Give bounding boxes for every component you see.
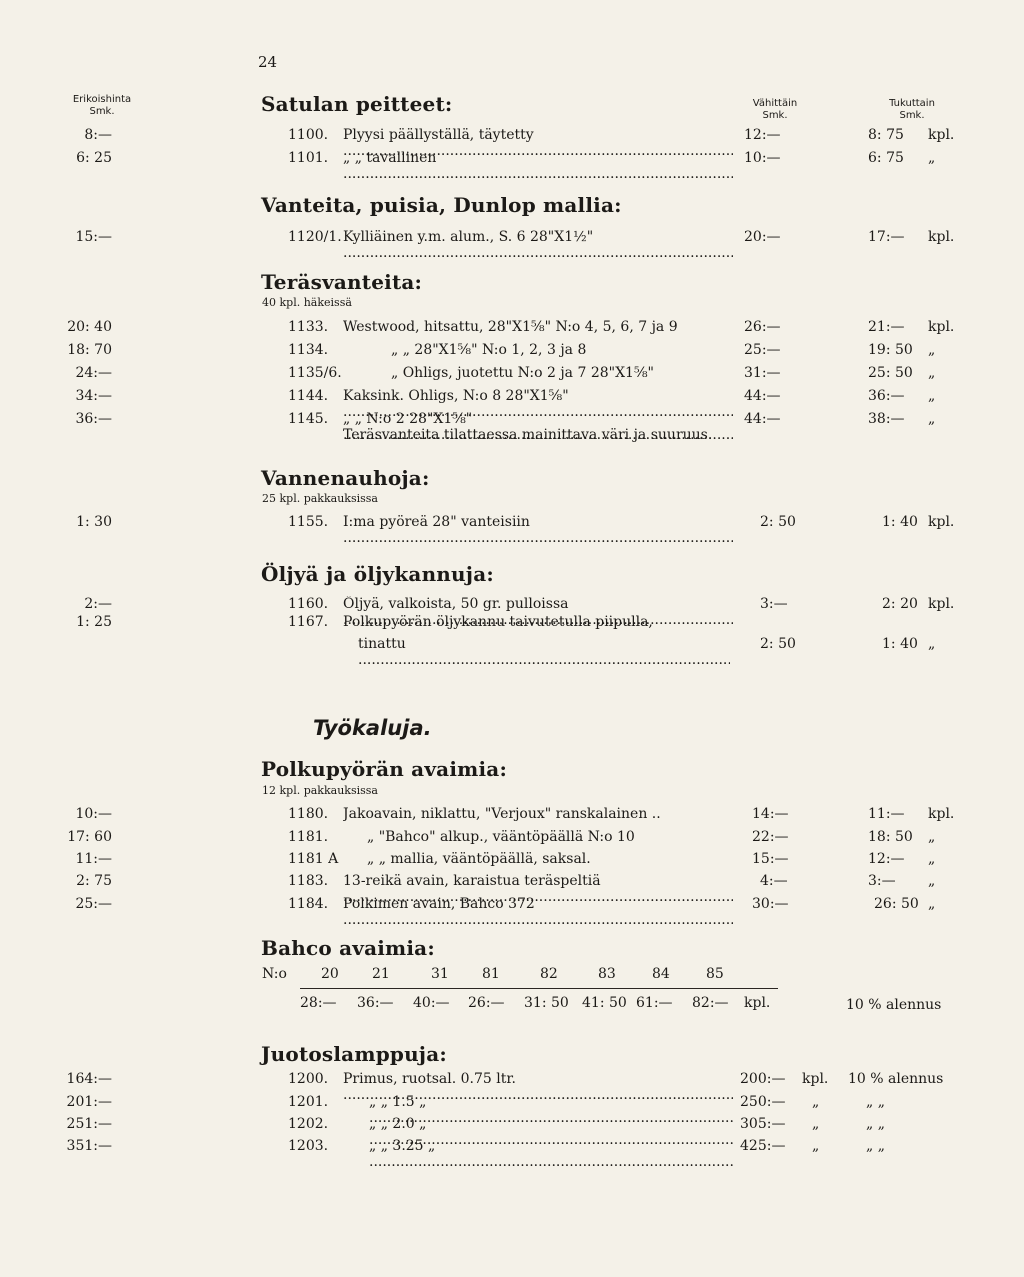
retail-price: 305:— <box>740 1116 786 1132</box>
wholesale-price: 19: 50 <box>868 342 913 358</box>
retail-price: 4:— <box>760 873 788 889</box>
section-heading-avaimia: Polkupyörän avaimia: <box>261 757 508 781</box>
bahco-number: 31 <box>431 966 449 982</box>
bahco-price: 40:— <box>413 995 450 1011</box>
wholesale-price: 12:— <box>868 851 905 867</box>
wholesale-price: 25: 50 <box>868 365 913 381</box>
retail-price: 10:— <box>744 150 781 166</box>
special-price: 24:— <box>75 365 112 381</box>
product-description: Plyysi päällyställä, täytetty ..... <box>343 127 733 159</box>
special-price: 8:— <box>84 127 112 143</box>
unit: „ <box>812 1138 820 1154</box>
bahco-number: 21 <box>372 966 390 982</box>
bahco-number: 84 <box>652 966 670 982</box>
retail-price: 2: 50 <box>760 514 796 530</box>
price-row <box>0 829 1024 849</box>
retail-price: 20:— <box>744 229 781 245</box>
product-code: 1133. <box>288 319 329 335</box>
product-code: 1184. <box>288 896 329 912</box>
product-description: „ „ tavallinen ..... <box>343 150 733 182</box>
section-heading-satulan: Satulan peitteet: <box>261 92 453 116</box>
product-description: „ „ 2.0 „ ..... <box>343 1116 733 1148</box>
product-code: 1200. <box>288 1071 329 1087</box>
special-price: 2:— <box>84 596 112 612</box>
bahco-price: 28:— <box>300 995 337 1011</box>
wholesale-price: 3:— <box>868 873 896 889</box>
special-price: 164:— <box>66 1071 112 1087</box>
special-price-header: Erikoishinta Smk. <box>72 94 132 117</box>
unit: „ <box>928 636 936 652</box>
product-description: „ „ N:o 2 28"X1⅝" ..... <box>343 411 733 443</box>
price-row <box>0 873 1024 893</box>
unit: kpl. <box>928 514 955 530</box>
wholesale-price: 18: 50 <box>868 829 913 845</box>
special-price: 1: 25 <box>76 614 112 630</box>
discount: „ „ <box>866 1094 885 1110</box>
section-subheading: 40 kpl. häkeissä <box>262 296 352 309</box>
retail-price: 44:— <box>744 411 781 427</box>
special-price: 17: 60 <box>67 829 112 845</box>
product-description: Primus, ruotsal. 0.75 ltr. ..... <box>343 1071 733 1103</box>
product-code: 1203. <box>288 1138 329 1154</box>
wholesale-header: Tukuttain Smk. <box>889 98 935 121</box>
special-price: 25:— <box>75 896 112 912</box>
wholesale-price: 6: 75 <box>868 150 904 166</box>
product-code: 1181 A <box>288 851 339 867</box>
unit: „ <box>928 388 936 404</box>
bahco-number: 20 <box>321 966 339 982</box>
bahco-divider <box>300 988 778 989</box>
special-price: 36:— <box>75 411 112 427</box>
product-description: Jakoavain, niklattu, "Verjoux" ranskalainen .. <box>343 806 661 822</box>
special-price: 11:— <box>75 851 112 867</box>
product-description: „ Ohligs, juotettu N:o 2 ja 7 28"X1⅝" <box>391 365 654 381</box>
price-row <box>0 365 1024 385</box>
wholesale-price: 36:— <box>868 388 905 404</box>
wholesale-price: 21:— <box>868 319 905 335</box>
bahco-price: 26:— <box>468 995 505 1011</box>
section-subheading: 12 kpl. pakkauksissa <box>262 784 378 797</box>
price-row <box>0 1116 1024 1136</box>
retail-price: 44:— <box>744 388 781 404</box>
product-description: Polkupyörän öljykannu taivutetulla piipulla, <box>343 614 653 630</box>
product-code: 1120/1. <box>288 229 342 245</box>
special-price: 2: 75 <box>76 873 112 889</box>
product-code: 1202. <box>288 1116 329 1132</box>
bahco-price: 61:— <box>636 995 673 1011</box>
section-heading-oljya: Öljyä ja öljykannuja: <box>261 562 494 586</box>
wholesale-price: 11:— <box>868 806 905 822</box>
product-description-cont: tinattu ..... <box>358 636 730 668</box>
unit: „ <box>928 411 936 427</box>
wholesale-price: 1: 40 <box>882 514 918 530</box>
product-code: 1134. <box>288 342 329 358</box>
discount: „ „ <box>866 1138 885 1154</box>
product-description: Kylliäinen y.m. alum., S. 6 28"X1½" ..... <box>343 229 733 261</box>
section-heading-terasvanteita: Teräsvanteita: <box>261 270 423 294</box>
product-code: 1144. <box>288 388 329 404</box>
retail-price: 3:— <box>760 596 788 612</box>
retail-price: 30:— <box>752 896 789 912</box>
retail-price: 2: 50 <box>760 636 796 652</box>
product-code: 1145. <box>288 411 329 427</box>
bahco-price: 31: 50 <box>524 995 569 1011</box>
unit: „ <box>928 365 936 381</box>
product-code: 1155. <box>288 514 329 530</box>
retail-price: 250:— <box>740 1094 786 1110</box>
special-price: 20: 40 <box>67 319 112 335</box>
product-code: 1160. <box>288 596 329 612</box>
product-code: 1183. <box>288 873 329 889</box>
price-row <box>0 388 1024 408</box>
retail-price: 25:— <box>744 342 781 358</box>
special-price: 1: 30 <box>76 514 112 530</box>
retail-price: 26:— <box>744 319 781 335</box>
price-row <box>0 1138 1024 1158</box>
bahco-discount: 10 % alennus <box>846 997 942 1013</box>
discount: 10 % alennus <box>848 1071 944 1087</box>
wholesale-price: 17:— <box>868 229 905 245</box>
price-row <box>0 851 1024 871</box>
price-row <box>0 1071 1024 1091</box>
unit: „ <box>928 873 936 889</box>
price-row <box>0 127 1024 147</box>
product-code: 1135/6. <box>288 365 342 381</box>
unit: „ <box>812 1116 820 1132</box>
product-description: Öljyä, valkoista, 50 gr. pulloissa ..... <box>343 596 733 628</box>
price-row <box>0 229 1024 249</box>
bahco-unit: kpl. <box>744 995 771 1011</box>
special-price: 201:— <box>66 1094 112 1110</box>
product-code: 1181. <box>288 829 329 845</box>
special-price: 34:— <box>75 388 112 404</box>
bahco-number-label: N:o <box>262 966 287 982</box>
retail-price: 22:— <box>752 829 789 845</box>
unit: „ <box>928 896 936 912</box>
bahco-number: 83 <box>598 966 616 982</box>
price-row <box>0 596 1024 616</box>
price-row <box>0 806 1024 826</box>
special-price: 6: 25 <box>76 150 112 166</box>
page-number: 24 <box>258 53 278 71</box>
unit: „ <box>928 150 936 166</box>
price-row <box>0 319 1024 339</box>
retail-price: 200:— <box>740 1071 786 1087</box>
section-heading-vannenauhoja: Vannenauhoja: <box>261 466 430 490</box>
unit: „ <box>812 1094 820 1110</box>
product-code: 1201. <box>288 1094 329 1110</box>
product-description: „ "Bahco" alkup., vääntöpäällä N:o 10 <box>367 829 635 845</box>
bahco-number: 82 <box>540 966 558 982</box>
discount: „ „ <box>866 1116 885 1132</box>
unit: kpl. <box>928 596 955 612</box>
unit: kpl. <box>802 1071 829 1087</box>
product-code: 1180. <box>288 806 329 822</box>
price-row <box>0 614 1024 658</box>
price-row <box>0 150 1024 170</box>
price-row <box>0 514 1024 534</box>
product-code: 1100. <box>288 127 329 143</box>
unit: kpl. <box>928 806 955 822</box>
section-heading-vanteita: Vanteita, puisia, Dunlop mallia: <box>261 193 622 217</box>
product-description: Kaksink. Ohligs, N:o 8 28"X1⅝" ..... <box>343 388 733 420</box>
bahco-price: 82:— <box>692 995 729 1011</box>
unit: kpl. <box>928 319 955 335</box>
bahco-number: 81 <box>482 966 500 982</box>
wholesale-price: 38:— <box>868 411 905 427</box>
product-description: Polkimen avain, Bahco 372 ..... <box>343 896 733 928</box>
unit: kpl. <box>928 127 955 143</box>
retail-price: 12:— <box>744 127 781 143</box>
unit: „ <box>928 342 936 358</box>
bahco-price: 41: 50 <box>582 995 627 1011</box>
section-subheading: 25 kpl. pakkauksissa <box>262 492 378 505</box>
wholesale-price: 26: 50 <box>874 896 919 912</box>
special-price: 18: 70 <box>67 342 112 358</box>
category-title: Työkaluja. <box>313 716 432 740</box>
product-description: Westwood, hitsattu, 28"X1⅝" N:o 4, 5, 6, 7 ja 9 <box>343 319 678 335</box>
product-description: „ „ 3.25 „ ..... <box>343 1138 733 1170</box>
price-row <box>0 896 1024 916</box>
retail-price: 425:— <box>740 1138 786 1154</box>
retail-price: 14:— <box>752 806 789 822</box>
product-description: „ „ 28"X1⅝" N:o 1, 2, 3 ja 8 <box>391 342 587 358</box>
bahco-number: 85 <box>706 966 724 982</box>
retail-header: Vähittäin Smk. <box>752 98 798 121</box>
unit: kpl. <box>928 229 955 245</box>
product-code: 1167. <box>288 614 329 630</box>
special-price: 251:— <box>66 1116 112 1132</box>
bahco-price: 36:— <box>357 995 394 1011</box>
retail-price: 15:— <box>752 851 789 867</box>
special-price: 15:— <box>75 229 112 245</box>
product-code: 1101. <box>288 150 329 166</box>
price-row <box>0 342 1024 362</box>
section-heading-bahco: Bahco avaimia: <box>261 936 435 960</box>
product-description: I:ma pyöreä 28" vanteisiin ..... <box>343 514 733 546</box>
wholesale-price: 2: 20 <box>882 596 918 612</box>
retail-price: 31:— <box>744 365 781 381</box>
section-heading-juotos: Juotoslamppuja: <box>261 1042 447 1066</box>
wholesale-price: 1: 40 <box>882 636 918 652</box>
unit: „ <box>928 829 936 845</box>
unit: „ <box>928 851 936 867</box>
price-row <box>0 1094 1024 1114</box>
product-description: „ „ 1.5 „ ..... <box>343 1094 733 1126</box>
product-description: „ „ mallia, vääntöpäällä, saksal. <box>367 851 591 867</box>
special-price: 351:— <box>66 1138 112 1154</box>
section-note: Teräsvanteita tilattaessa mainittava väri ja suuruus. <box>343 427 713 443</box>
special-price: 10:— <box>75 806 112 822</box>
product-description: 13-reikä avain, karaistua teräspeltiä ..... <box>343 873 733 905</box>
wholesale-price: 8: 75 <box>868 127 904 143</box>
